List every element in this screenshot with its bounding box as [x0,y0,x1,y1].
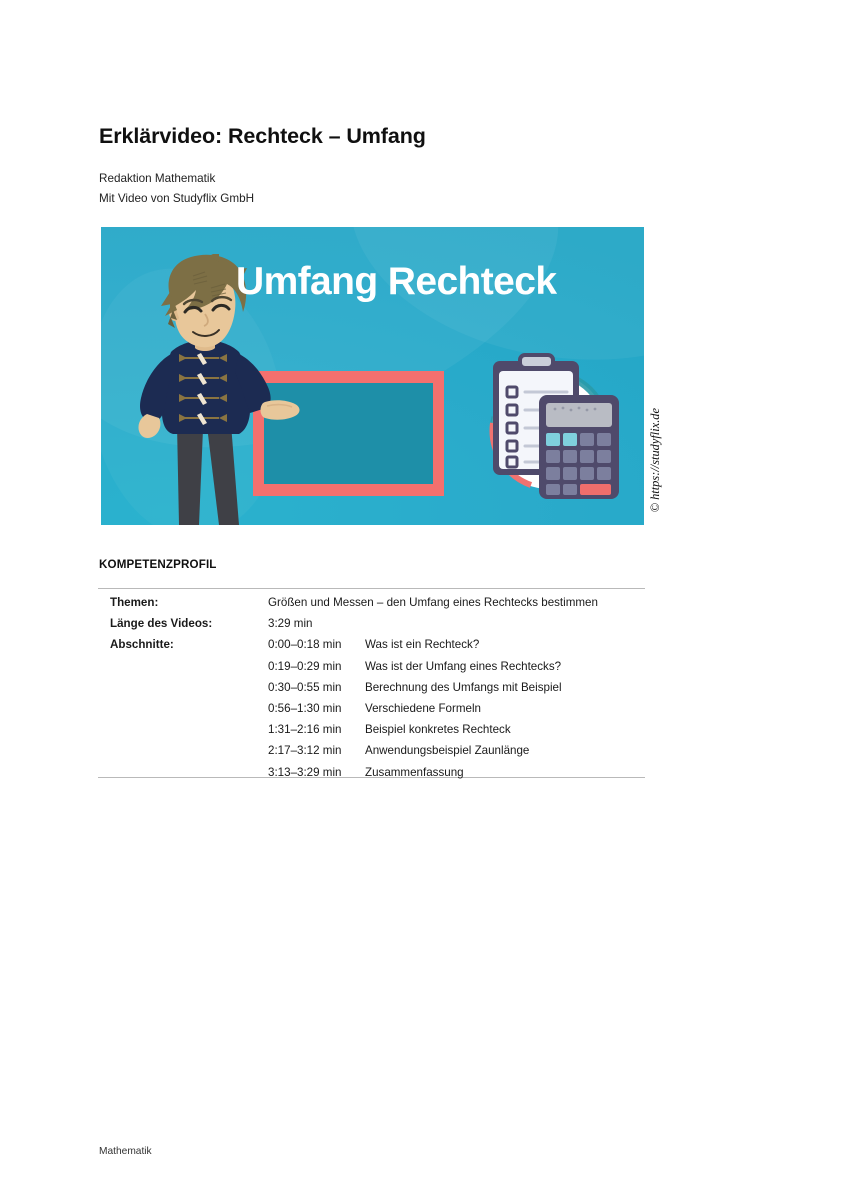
section-desc: Was ist ein Rechteck? [365,638,480,652]
section-time: 2:17–3:12 min [268,744,342,758]
footer-subject: Mathematik [99,1146,152,1157]
page-title: Erklärvideo: Rechteck – Umfang [99,124,426,148]
video-thumbnail[interactable] [101,227,644,525]
row-label-themen: Themen: [110,596,159,609]
section-time: 3:13–3:29 min [268,765,342,779]
kompetenzprofil-table [98,592,647,783]
table-row [98,656,647,677]
table-row [98,740,647,761]
row-label-abschnitte: Abschnitte: [110,638,174,652]
table-row [98,613,647,634]
section-time: 0:00–0:18 min [268,638,342,652]
row-value-laenge: 3:29 min [268,617,313,631]
section-time: 0:56–1:30 min [268,702,342,716]
table-row [98,762,647,783]
section-desc: Berechnung des Umfangs mit Beispiel [365,680,562,694]
kompetenzprofil-heading: KOMPETENZPROFIL [99,558,217,571]
table-row [98,698,647,719]
table-rule-top [98,588,645,589]
section-desc: Verschiedene Formeln [365,702,481,716]
section-desc: Zusammenfassung [365,765,464,779]
copyright-notice: © https://studyflix.de [648,408,662,513]
table-row [98,634,647,655]
thumbnail-title: Umfang Rechteck [236,260,557,303]
byline-editor: Redaktion Mathematik [99,172,216,185]
section-desc: Was ist der Umfang eines Rechtecks? [365,659,562,673]
table-row [98,677,647,698]
section-desc: Beispiel konkretes Rechteck [365,723,511,737]
row-value-themen: Größen und Messen – den Umfang eines Rechtecks bestimmen [268,596,598,609]
byline-video-source: Mit Video von Studyflix GmbH [99,192,255,205]
section-time: 0:30–0:55 min [268,680,342,694]
table-row [98,592,647,613]
section-desc: Anwendungsbeispiel Zaunlänge [365,744,530,758]
clipboard-calculator-icon [473,347,625,507]
table-row [98,719,647,740]
row-label-laenge: Länge des Videos: [110,617,213,631]
section-time: 0:19–0:29 min [268,659,342,673]
section-time: 1:31–2:16 min [268,723,342,737]
